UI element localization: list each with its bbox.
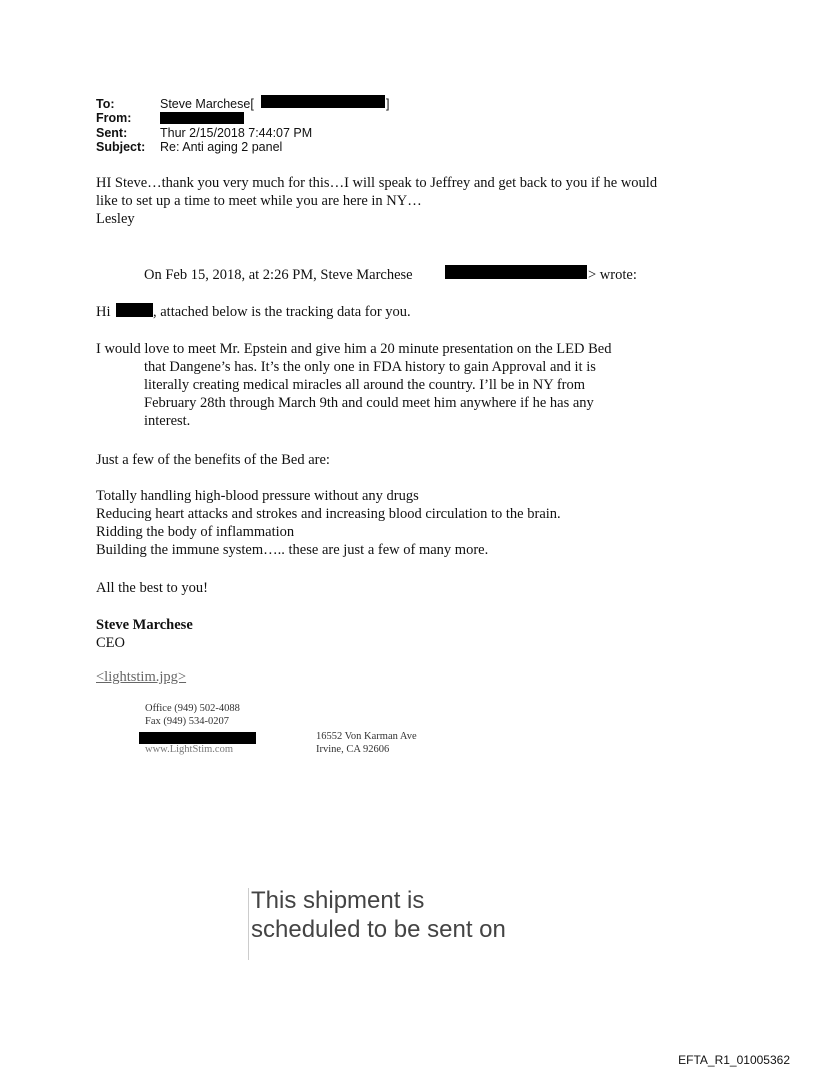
- redaction-to-email: [261, 95, 385, 108]
- from-label: From:: [96, 111, 132, 125]
- to-value: Steve Marchese[: [160, 97, 254, 111]
- benefit-item: Totally handling high-blood pressure without any drugs: [96, 488, 419, 504]
- subject-label: Subject:: [96, 140, 146, 154]
- attachment-link[interactable]: <lightstim.jpg>: [96, 669, 187, 685]
- redaction-greeting-name: [116, 303, 153, 317]
- reply-line-2: like to set up a time to meet while you are here in NY…: [96, 193, 422, 209]
- sent-value: Thur 2/15/2018 7:44:07 PM: [160, 126, 313, 140]
- document-id: EFTA_R1_01005362: [678, 1053, 790, 1067]
- shipment-divider: [248, 888, 249, 960]
- website-link[interactable]: www.LightStim.com: [145, 744, 233, 755]
- subject-value: Re: Anti aging 2 panel: [160, 140, 283, 154]
- redaction-contact-email: [139, 732, 256, 744]
- shipment-line-2: scheduled to be sent on: [251, 916, 506, 943]
- quoted-intro: On Feb 15, 2018, at 2:26 PM, Steve Marchese: [144, 267, 413, 283]
- to-close-bracket: ]: [386, 97, 390, 111]
- greeting-prefix: Hi: [96, 304, 111, 320]
- pitch-line: that Dangene’s has. It’s the only one in FDA history to gain Approval and it is: [144, 359, 596, 375]
- sent-label: Sent:: [96, 126, 128, 140]
- office-phone: Office (949) 502-4088: [145, 703, 240, 714]
- signature: [96, 616, 736, 652]
- signature-title: CEO: [96, 635, 125, 651]
- signature-name: Steve Marchese: [96, 617, 193, 633]
- closing: All the best to you!: [96, 580, 208, 596]
- benefits-intro: Just a few of the benefits of the Bed are:: [96, 452, 330, 468]
- benefit-item: Ridding the body of inflammation: [96, 524, 295, 540]
- benefits-list: [96, 487, 736, 559]
- pitch-line: literally creating medical miracles all around the country. I’ll be in NY from: [144, 377, 586, 393]
- reply-signoff: Lesley: [96, 211, 135, 227]
- redaction-from: [160, 112, 244, 124]
- benefit-item: Reducing heart attacks and strokes and increasing blood circulation to the brain.: [96, 506, 561, 522]
- pitch-line: interest.: [144, 413, 191, 429]
- quoted-intro-suffix: > wrote:: [588, 267, 637, 283]
- fax-number: Fax (949) 534-0207: [145, 716, 229, 727]
- pitch-line: I would love to meet Mr. Epstein and give him a 20 minute presentation on the LED Bed: [96, 341, 612, 357]
- greeting-suffix: , attached below is the tracking data for you.: [153, 304, 411, 320]
- shipment-notice: [251, 886, 506, 944]
- address-line-1: 16552 Von Karman Ave: [316, 731, 417, 742]
- redaction-sender-email: [445, 265, 587, 279]
- to-label: To:: [96, 97, 115, 111]
- reply-line-1: HI Steve…thank you very much for this…I will speak to Jeffrey and get back to you if he would: [96, 175, 658, 191]
- reply-body: [96, 174, 736, 228]
- benefit-item: Building the immune system….. these are just a few of many more.: [96, 542, 489, 558]
- shipment-line-1: This shipment is: [251, 887, 425, 914]
- address-line-2: Irvine, CA 92606: [316, 744, 390, 755]
- pitch-line: February 28th through March 9th and could meet him anywhere if he has any: [144, 395, 594, 411]
